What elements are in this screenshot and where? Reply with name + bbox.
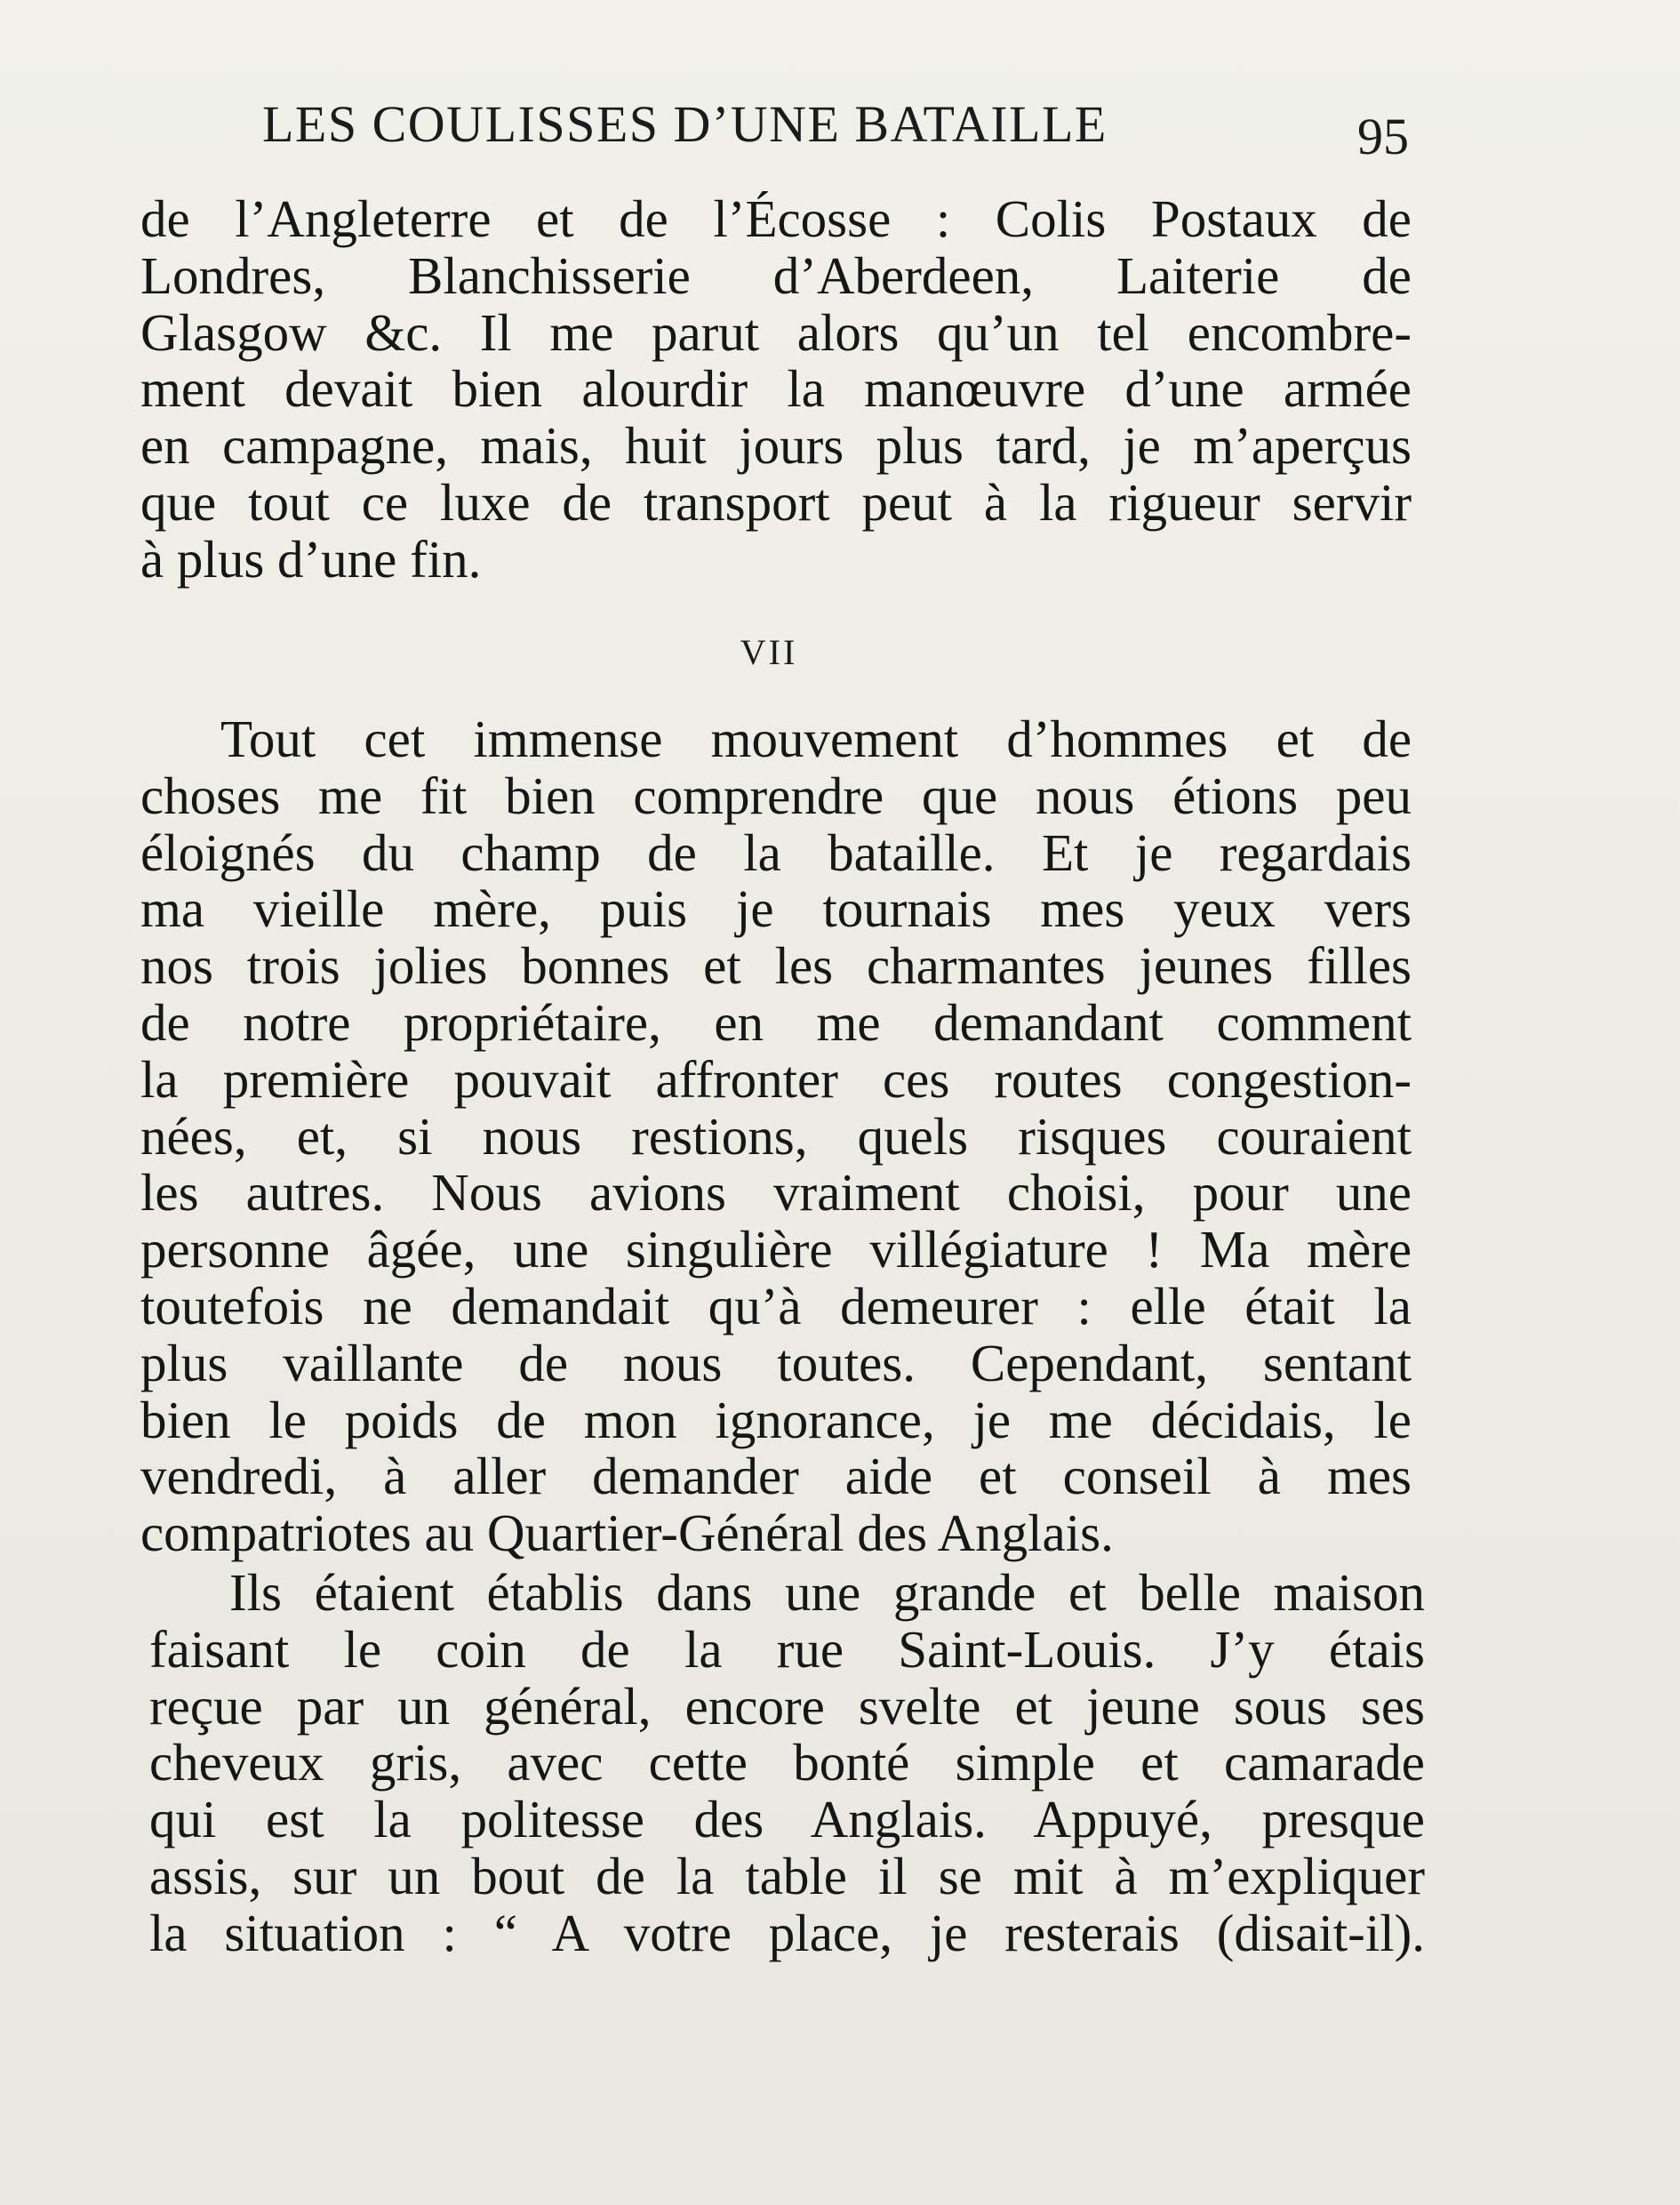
text-line: compatriotes au Quartier-Général des Anglais. (140, 1503, 1114, 1563)
text-line: Glasgow &c. Il me parut alors qu’un tel encombre- (140, 302, 1412, 362)
text-line: à plus d’une fin. (140, 529, 482, 589)
text-line: bien le poids de mon ignorance, je me décidais, le (140, 1390, 1412, 1449)
text-line: Londres, Blanchisserie d’Aberdeen, Laiterie de (140, 245, 1412, 305)
text-line: de l’Angleterre et de l’Écosse : Colis Postaux de (140, 189, 1412, 248)
text-line: les autres. Nous avions vraiment choisi, pour une (140, 1163, 1412, 1223)
text-line: ma vieille mère, puis je tournais mes yeux vers (140, 879, 1412, 939)
text-line: en campagne, mais, huit jours plus tard, je m’aperçus (140, 416, 1412, 476)
text-line: cheveux gris, avec cette bonté simple et camarade (149, 1733, 1425, 1792)
text-line: plus vaillante de nous toutes. Cependant, sentant (140, 1333, 1412, 1392)
running-head-title: LES COULISSES D’UNE BATAILLE (262, 95, 1108, 153)
text-line: assis, sur un bout de la table il se mit à m’expliquer (149, 1846, 1425, 1905)
text-line: de notre propriétaire, en me demandant comment (140, 992, 1412, 1052)
text-line: nos trois jolies bonnes et les charmantes jeunes filles (140, 936, 1412, 996)
text-line: la première pouvait affronter ces routes congestion- (140, 1049, 1412, 1109)
section-number: VII (740, 632, 798, 672)
text-line: que tout ce luxe de transport peut à la rigueur servir (140, 472, 1412, 532)
paragraph (149, 1565, 1425, 1962)
text-line: Tout cet immense mouvement d’hommes et de (220, 710, 1412, 768)
text-line: Ils étaient établis dans une grande et belle maison (229, 1563, 1425, 1622)
text-line: personne âgée, une singulière villégiature ! Ma mère (140, 1220, 1412, 1279)
text-line: ment devait bien alourdir la manœuvre d’une armée (140, 359, 1412, 419)
text-line: éloignés du champ de la bataille. Et je regardais (140, 822, 1412, 882)
paragraph (140, 711, 1412, 1562)
paragraph-continued (140, 191, 1412, 589)
text-line: faisant le coin de la rue Saint-Louis. J’y étais (149, 1619, 1425, 1679)
text-line: la situation : “ A votre place, je resterais (disait-il). (149, 1903, 1425, 1962)
text-line: qui est la politesse des Anglais. Appuyé, presque (149, 1790, 1425, 1849)
text-line: nées, et, si nous restions, quels risques couraient (140, 1106, 1412, 1166)
text-line: reçue par un général, encore svelte et jeune sous ses (149, 1676, 1425, 1736)
text-line: vendredi, à aller demander aide et conseil à mes (140, 1447, 1412, 1506)
text-line: toutefois ne demandait qu’à demeurer : elle était la (140, 1276, 1412, 1335)
text-line: choses me fit bien comprendre que nous étions peu (140, 766, 1412, 825)
page-number: 95 (1357, 108, 1409, 165)
running-header (262, 89, 1409, 165)
